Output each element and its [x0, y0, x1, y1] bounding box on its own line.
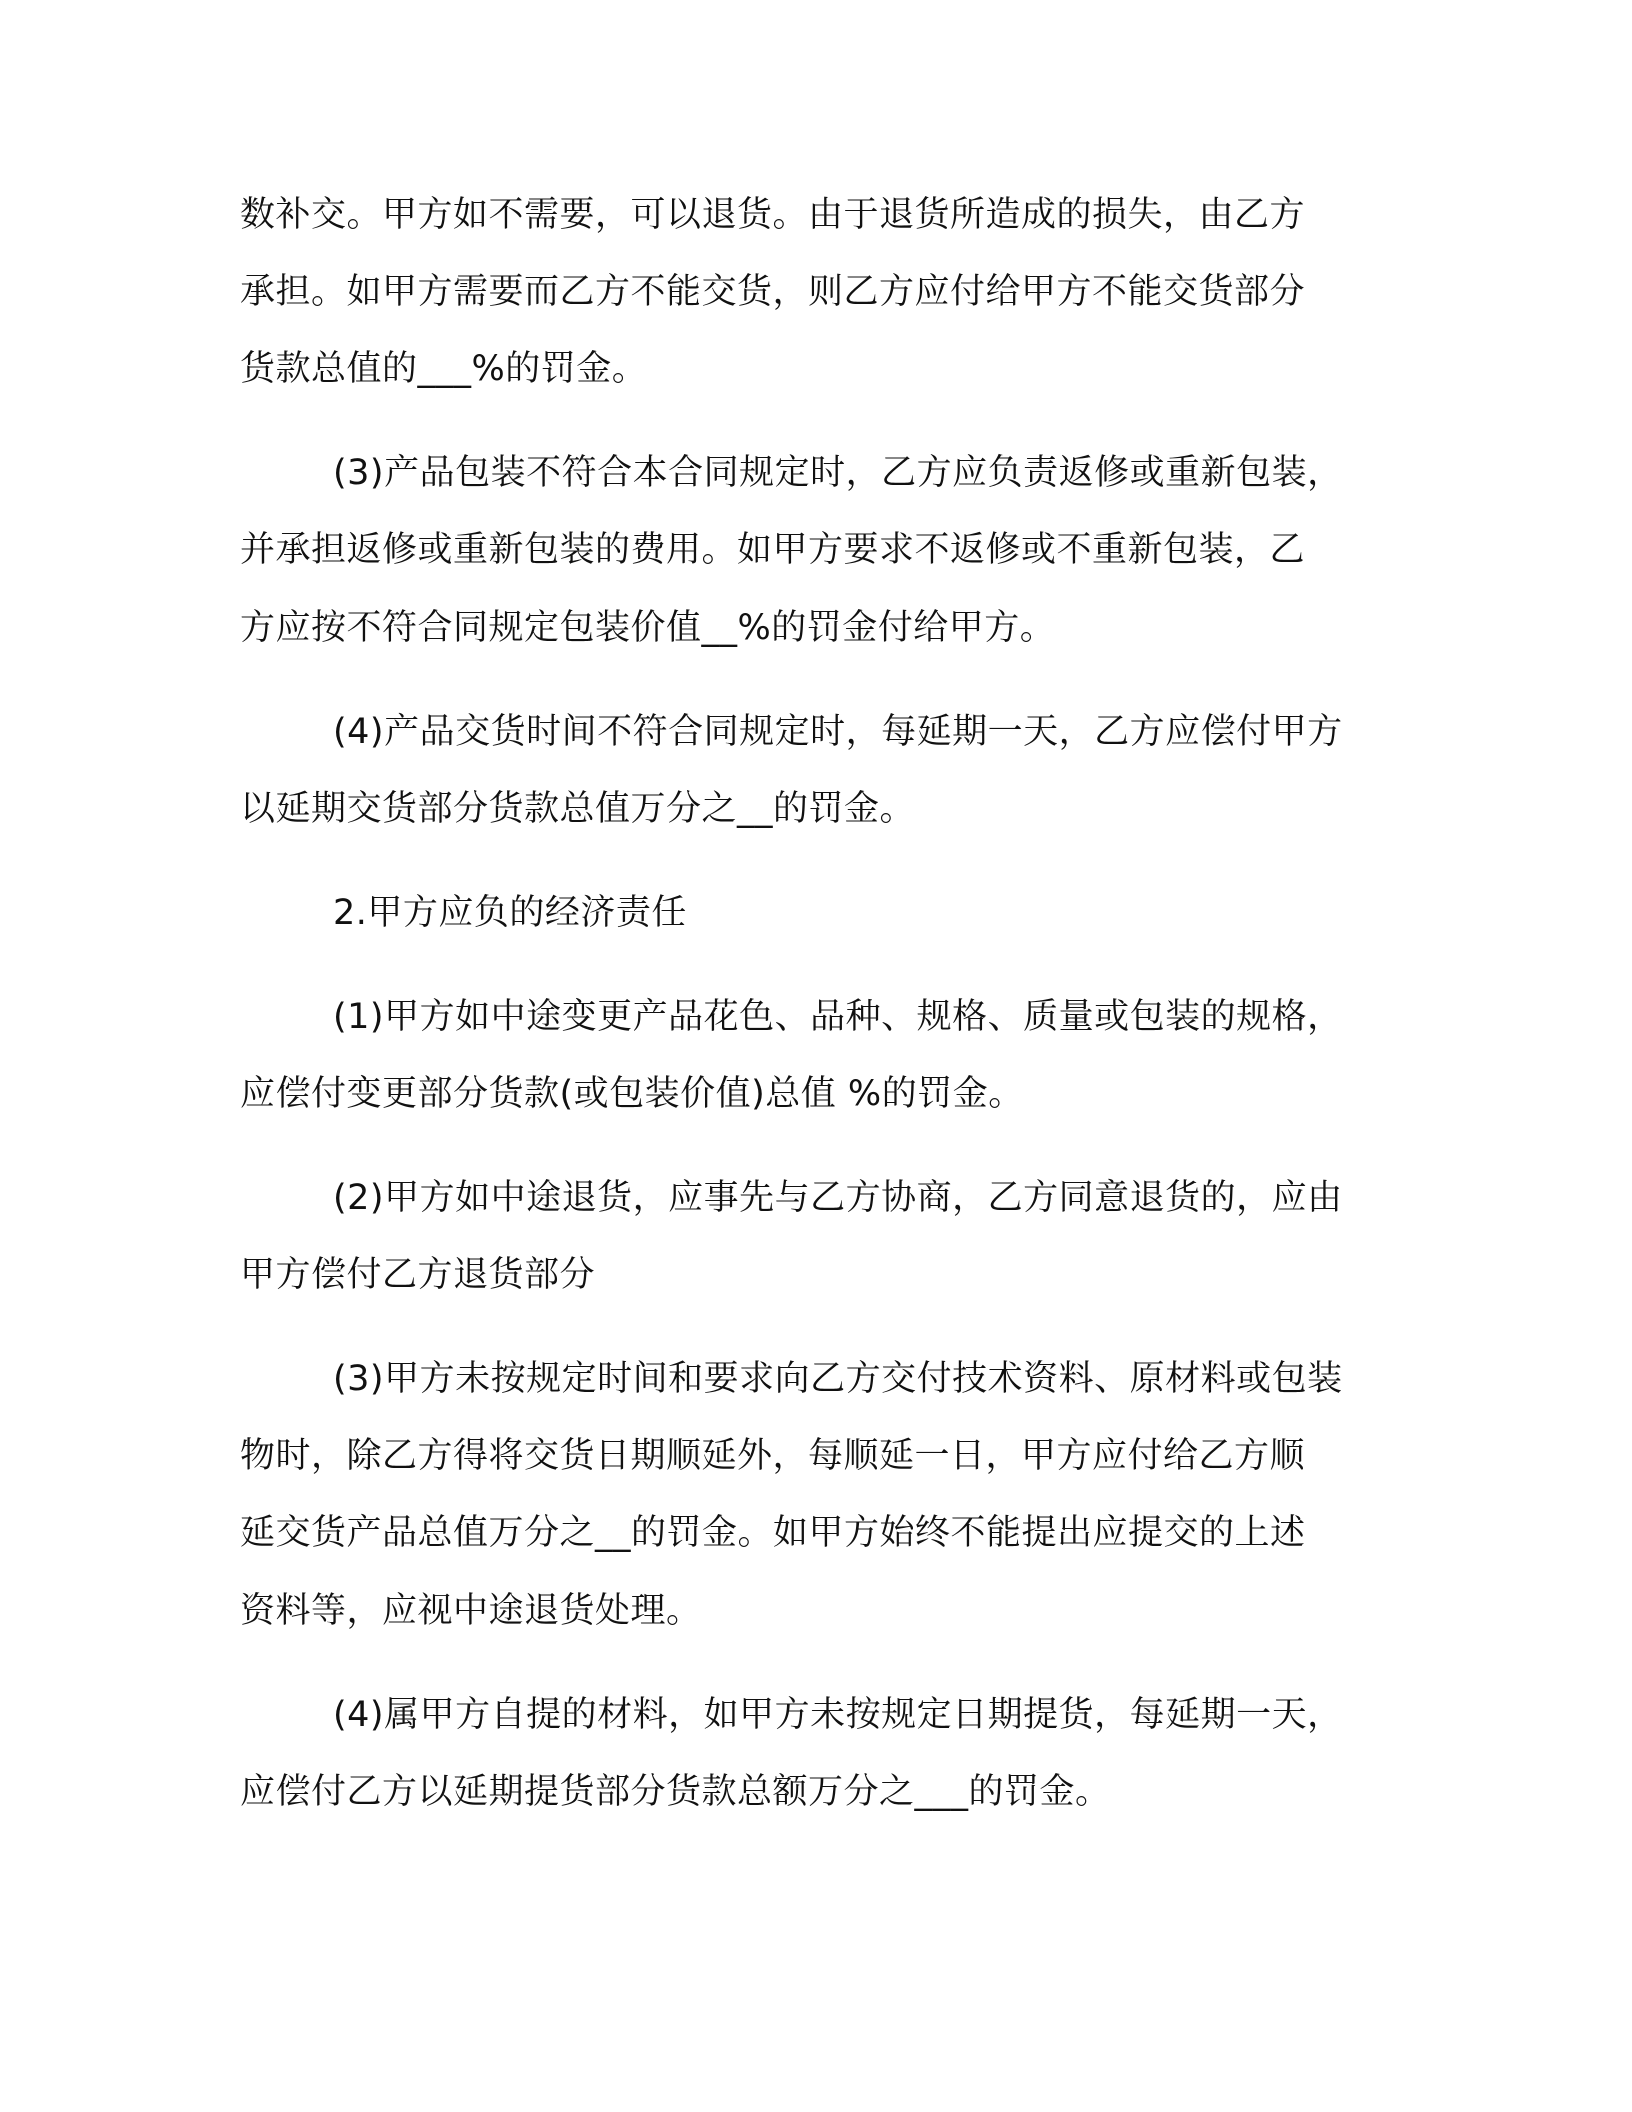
body-text-line: 甲方偿付乙方退货部分 — [240, 1255, 596, 1295]
body-text-line: (2)甲方如中途退货，应事先与乙方协商，乙方同意退货的，应由 — [333, 1178, 1343, 1218]
body-text-line: 以延期交货部分货款总值万分之__的罚金。 — [240, 789, 916, 829]
body-text-line: (3)甲方未按规定时间和要求向乙方交付技术资料、原材料或包装 — [333, 1359, 1343, 1399]
body-text-line: 资料等，应视中途退货处理。 — [240, 1591, 702, 1631]
body-text-line: 物时，除乙方得将交货日期顺延外，每顺延一日，甲方应付给乙方顺 — [240, 1436, 1306, 1476]
body-text-line: 应偿付乙方以延期提货部分货款总额万分之___的罚金。 — [240, 1772, 1111, 1812]
body-text-line: 延交货产品总值万分之__的罚金。如甲方始终不能提出应提交的上述 — [240, 1513, 1306, 1553]
section-heading: 2.甲方应负的经济责任 — [333, 893, 687, 933]
body-text-line: 方应按不符合同规定包装价值__%的罚金付给甲方。 — [240, 608, 1056, 648]
body-text-line: 承担。如甲方需要而乙方不能交货，则乙方应付给甲方不能交货部分 — [240, 272, 1306, 312]
body-text-line: 货款总值的___%的罚金。 — [240, 349, 648, 389]
body-text-line: 应偿付变更部分货款(或包装价值)总值 %的罚金。 — [240, 1074, 1024, 1114]
body-text-line: 数补交。甲方如不需要，可以退货。由于退货所造成的损失，由乙方 — [240, 195, 1306, 235]
body-text-line: (3)产品包装不符合本合同规定时，乙方应负责返修或重新包装， — [333, 453, 1343, 493]
body-text-line: (4)属甲方自提的材料，如甲方未按规定日期提货，每延期一天， — [333, 1695, 1343, 1735]
body-text-line: (1)甲方如中途变更产品花色、品种、规格、质量或包装的规格， — [333, 997, 1343, 1037]
body-text-line: (4)产品交货时间不符合同规定时，每延期一天，乙方应偿付甲方 — [333, 712, 1343, 752]
body-text-line: 并承担返修或重新包装的费用。如甲方要求不返修或不重新包装，乙 — [240, 530, 1306, 570]
